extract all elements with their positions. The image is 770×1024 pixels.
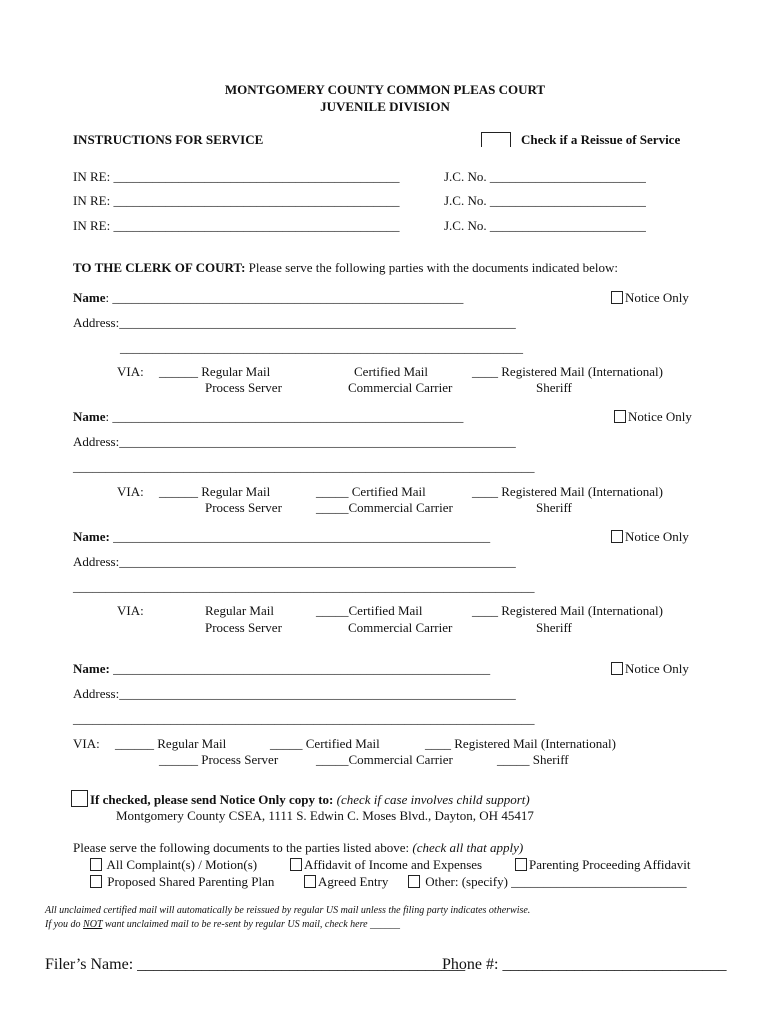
party-2-sheriff[interactable]: Sheriff (536, 500, 572, 515)
documents-intro-text: Please serve the following documents to the parties listed above: (73, 840, 410, 855)
clerk-text: Please serve the following parties with the documents indicated below: (248, 260, 618, 275)
party-2-regular-mail[interactable]: ______ Regular Mail (159, 484, 271, 499)
resend-note-pre: If you do (45, 919, 81, 930)
resend-note (45, 917, 400, 933)
party-3-via: VIA: (117, 603, 144, 618)
checkbox-icon[interactable] (290, 858, 302, 871)
documents-intro (73, 840, 523, 856)
division-title: JUVENILE DIVISION (320, 99, 450, 114)
checkbox-icon[interactable] (304, 875, 316, 888)
party-4-commercial-carrier[interactable]: _____Commercial Carrier (316, 752, 453, 767)
party-3-notice-only[interactable] (611, 529, 689, 545)
party-1-address-2[interactable]: ______________________________________________________________ (120, 340, 523, 355)
jc-number-field-2[interactable]: J.C. No. ________________________ (444, 193, 646, 208)
party-3-certified-mail[interactable]: _____Certified Mail (316, 603, 423, 618)
party-1-name[interactable] (73, 290, 463, 306)
notice-copy-label: If checked, please send Notice Only copy to: (90, 792, 334, 807)
party-3-address-1[interactable]: Address:_____________________________________________________________ (73, 554, 516, 569)
name-line: __________________________________________________________ (109, 529, 491, 544)
filer-name-field[interactable]: Filer’s Name: _________________________________________ (45, 956, 466, 973)
party-4-via: VIA: (73, 736, 100, 751)
party-1-regular-mail[interactable]: ______ Regular Mail (159, 364, 271, 379)
name-line: : ______________________________________________________ (105, 409, 464, 424)
doc-complaint[interactable] (90, 857, 257, 873)
checkbox-icon[interactable] (611, 291, 623, 304)
in-re-field-1[interactable]: IN RE: ____________________________________________ (73, 169, 400, 184)
documents-intro-hint: (check all that apply) (412, 840, 524, 855)
instructions-label: INSTRUCTIONS FOR SERVICE (73, 132, 264, 147)
notice-only-label: Notice Only (625, 529, 689, 544)
party-3-registered-mail[interactable]: ____ Registered Mail (International) (472, 603, 663, 618)
resend-note-post[interactable]: want unclaimed mail to be re-sent by regular US mail, check here ______ (104, 919, 401, 930)
reissue-check[interactable] (481, 132, 680, 148)
notice-copy-checkbox-icon[interactable] (71, 790, 88, 807)
party-3-address-2[interactable]: _______________________________________________________________________ (73, 579, 535, 594)
notice-only-label: Notice Only (625, 661, 689, 676)
doc-agreed-entry-label: Agreed Entry (318, 874, 389, 889)
notice-copy-hint: (check if case involves child support) (336, 792, 530, 807)
name-line: : ______________________________________________________ (105, 290, 464, 305)
notice-only-label: Notice Only (625, 290, 689, 305)
name-label: Name (73, 290, 106, 305)
doc-other[interactable] (408, 874, 687, 890)
doc-agreed-entry[interactable] (304, 874, 388, 890)
party-4-regular-mail[interactable]: ______ Regular Mail (115, 736, 227, 751)
in-re-field-3[interactable]: IN RE: ____________________________________________ (73, 218, 400, 233)
party-1-registered-mail[interactable]: ____ Registered Mail (International) (472, 364, 663, 379)
checkbox-icon[interactable] (515, 858, 527, 871)
party-4-notice-only[interactable] (611, 661, 689, 677)
in-re-field-2[interactable]: IN RE: ____________________________________________ (73, 193, 400, 208)
party-1-via: VIA: (117, 364, 144, 379)
party-4-name[interactable] (73, 661, 490, 677)
doc-affidavit-income[interactable] (290, 857, 482, 873)
party-4-address-2[interactable]: _______________________________________________________________________ (73, 711, 535, 726)
reissue-checkbox-icon[interactable] (481, 132, 511, 147)
party-2-certified-mail[interactable]: _____ Certified Mail (316, 484, 426, 499)
doc-other-label: Other: (specify) ___________________________ (425, 874, 687, 889)
jc-number-field-1[interactable]: J.C. No. ________________________ (444, 169, 646, 184)
checkbox-icon[interactable] (408, 875, 420, 888)
court-title: MONTGOMERY COUNTY COMMON PLEAS COURT (224, 82, 546, 97)
csea-address: Montgomery County CSEA, 1111 S. Edwin C. Moses Blvd., Dayton, OH 45417 (116, 808, 534, 823)
party-2-process-server[interactable]: Process Server (205, 500, 282, 515)
party-3-commercial-carrier[interactable]: Commercial Carrier (348, 620, 453, 635)
clerk-instruction (73, 260, 618, 276)
name-label: Name: (73, 529, 110, 544)
checkbox-icon[interactable] (611, 662, 623, 675)
reissue-label: Check if a Reissue of Service (521, 132, 681, 147)
party-3-regular-mail[interactable]: Regular Mail (205, 603, 274, 618)
notice-copy-check[interactable] (71, 790, 530, 808)
checkbox-icon[interactable] (614, 410, 626, 423)
doc-shared-parenting[interactable] (90, 874, 274, 890)
party-4-process-server[interactable]: ______ Process Server (159, 752, 279, 767)
jc-number-field-3[interactable]: J.C. No. ________________________ (444, 218, 646, 233)
party-2-notice-only[interactable] (614, 409, 692, 425)
unclaimed-mail-note: All unclaimed certified mail will automatically be reissued by regular US mail unless the filing party indicates otherwise. (45, 905, 531, 916)
party-1-sheriff[interactable]: Sheriff (536, 380, 572, 395)
party-3-process-server[interactable]: Process Server (205, 620, 282, 635)
party-1-process-server[interactable]: Process Server (205, 380, 282, 395)
party-2-commercial-carrier[interactable]: _____Commercial Carrier (316, 500, 453, 515)
party-1-address-1[interactable]: Address:_____________________________________________________________ (73, 315, 516, 330)
checkbox-icon[interactable] (90, 875, 102, 888)
doc-complaint-label: All Complaint(s) / Motion(s) (106, 857, 258, 872)
party-1-notice-only[interactable] (611, 290, 689, 306)
doc-parenting-affidavit[interactable] (515, 857, 691, 873)
party-3-sheriff[interactable]: Sheriff (536, 620, 572, 635)
party-2-via: VIA: (117, 484, 144, 499)
checkbox-icon[interactable] (611, 530, 623, 543)
doc-parenting-affidavit-label: Parenting Proceeding Affidavit (529, 857, 691, 872)
notice-only-label: Notice Only (628, 409, 692, 424)
party-2-address-1[interactable]: Address:_____________________________________________________________ (73, 434, 516, 449)
party-1-commercial-carrier[interactable]: Commercial Carrier (348, 380, 453, 395)
party-4-certified-mail[interactable]: _____ Certified Mail (270, 736, 380, 751)
phone-field[interactable]: Phone #: ____________________________ (442, 956, 727, 973)
party-4-registered-mail[interactable]: ____ Registered Mail (International) (425, 736, 616, 751)
name-line: __________________________________________________________ (109, 661, 491, 676)
party-2-registered-mail[interactable]: ____ Registered Mail (International) (472, 484, 663, 499)
name-label: Name (73, 409, 106, 424)
doc-shared-parenting-label: Proposed Shared Parenting Plan (107, 874, 275, 889)
party-1-certified-mail[interactable]: Certified Mail (354, 364, 429, 379)
party-2-address-2[interactable]: _______________________________________________________________________ (73, 459, 535, 474)
resend-note-not: NOT (83, 919, 103, 930)
party-4-sheriff[interactable]: _____ Sheriff (497, 752, 569, 767)
checkbox-icon[interactable] (90, 858, 102, 871)
party-4-address-1[interactable]: Address:_____________________________________________________________ (73, 686, 516, 701)
party-2-name[interactable] (73, 409, 463, 425)
name-label: Name: (73, 661, 110, 676)
party-3-name[interactable] (73, 529, 490, 545)
doc-affidavit-income-label: Affidavit of Income and Expenses (304, 857, 483, 872)
clerk-label: TO THE CLERK OF COURT: (73, 260, 246, 275)
